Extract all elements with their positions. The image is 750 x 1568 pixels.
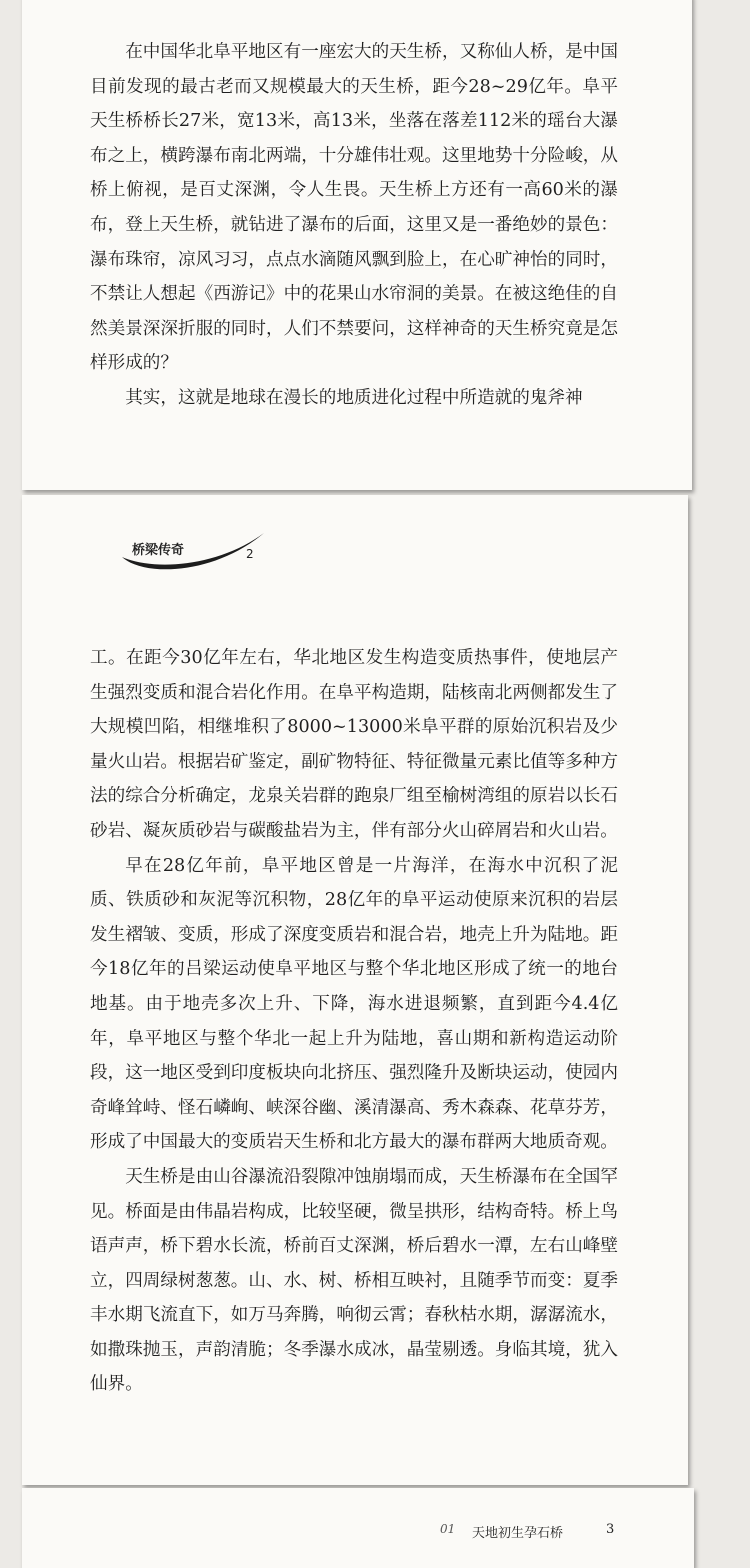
page-number: 2 [246, 547, 254, 561]
running-head-title: 桥梁传奇 [132, 543, 185, 558]
chapter-marker: 01 [440, 1522, 456, 1536]
book-page-2 [22, 495, 688, 1485]
page-body [90, 35, 618, 416]
paragraph: 在中国华北阜平地区有一座宏大的天生桥，又称仙人桥，是中国目前发现的最古老而又规模最大的天生桥，距今28~29亿年。阜平天生桥桥长27米，宽13米，高13米，坐落在落差112米的瑶台大瀑布之上，横跨瀑布南北两端，十分雄伟壮观。这里地势十分险峻，从桥上俯视，是百丈深渊，令人生畏。天生桥上方还有一高60米的瀑布，登上天生桥，就钻进了瀑布的后面，这里又是一番绝妙的景色：瀑布珠帘，凉风习习，点点水滴随风飘到脸上，在心旷神怡的同时，不禁让人想起《西游记》中的花果山水帘洞的美景。在被这绝佳的自然美景深深折服的同时，人们不禁要问，这样神奇的天生桥究竟是怎样形成的？ [90, 42, 618, 374]
paragraph: 其实，这就是地球在漫长的地质进化过程中所造就的鬼斧神 [125, 387, 583, 408]
paragraph: 工。在距今30亿年左右，华北地区发生构造变质热事件，使地层产生强烈变质和混合岩化作用。在阜平构造期，陆核南北两侧都发生了大规模凹陷，相继堆积了8000~13000米阜平群的原始沉积岩及少量火山岩。根据岩矿鉴定，副矿物特征、特征微量元素比值等多种方法的综合分析确定，龙泉关岩群的跑泉厂组至榆树湾组的原岩以长石砂岩、凝灰质砂岩与碳酸盐岩为主，伴有部分火山碎屑岩和火山岩。 [90, 648, 618, 841]
book-page-3 [22, 1488, 694, 1568]
paragraph: 早在28亿年前，阜平地区曾是一片海洋，在海水中沉积了泥质、铁质砂和灰泥等沉积物，28亿年的阜平运动使原来沉积的岩层发生褶皱、变质，形成了深度变质岩和混合岩，地壳上升为陆地。距今18亿年的吕梁运动使阜平地区与整个华北地区形成了统一的地台地基。由于地壳多次上升、下降，海水进退频繁，直到距今4.4亿年，阜平地区与整个华北一起上升为陆地，喜山期和新构造运动阶段，这一地区受到印度板块向北挤压、强烈隆升及断块运动，使园内奇峰耸峙、怪石嶙峋、峡深谷幽、溪清瀑高、秀木森森、花草芬芳，形成了中国最大的变质岩天生桥和北方最大的瀑布群两大地质奇观。 [90, 855, 618, 1153]
chapter-title: 天地初生孕石桥 [472, 1526, 564, 1541]
page-number: 3 [606, 1522, 615, 1537]
book-page-top [22, 0, 692, 490]
page-body [90, 641, 618, 1402]
paragraph: 天生桥是由山谷瀑流沿裂隙冲蚀崩塌而成，天生桥瀑布在全国罕见。桥面是由伟晶岩构成，比较坚硬，微呈拱形，结构奇特。桥上鸟语声声，桥下碧水长流，桥前百丈深渊，桥后碧水一潭，左右山峰壁立，四周绿树葱葱。山、水、树、桥相互映衬，且随季节而变：夏季丰水期飞流直下，如万马奔腾，响彻云霄；春秋枯水期，潺潺流水，如撒珠抛玉，声韵清脆；冬季瀑水成冰，晶莹剔透。身临其境，犹入仙界。 [90, 1166, 618, 1395]
